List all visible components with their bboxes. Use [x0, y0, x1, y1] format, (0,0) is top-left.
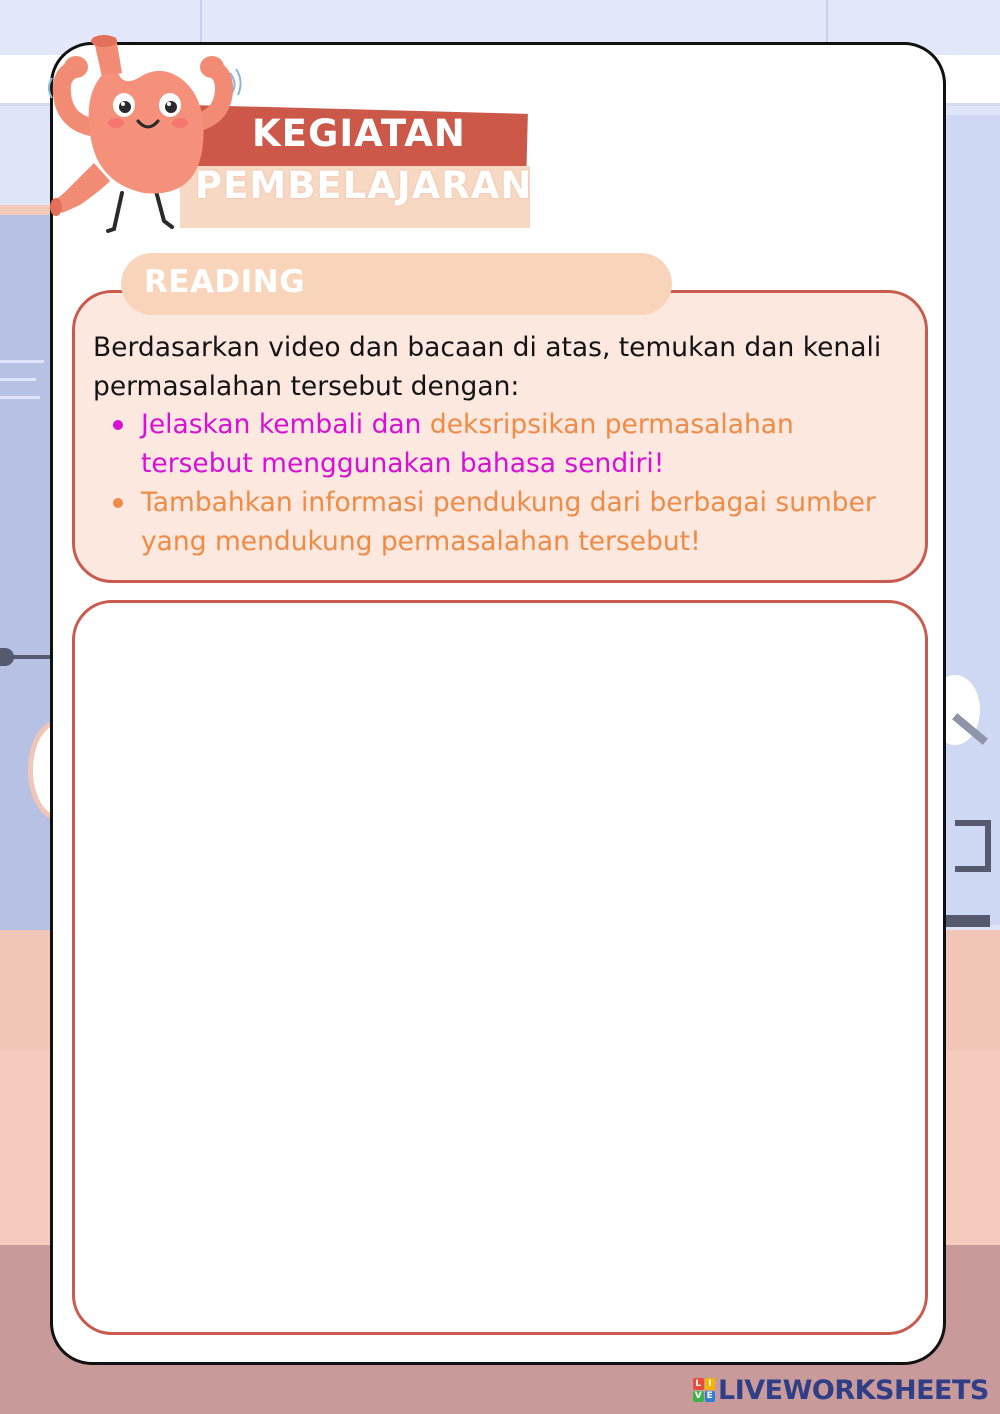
- bullet-dot: [113, 498, 123, 508]
- logo-letter: V: [694, 1391, 702, 1402]
- instruction-text: Berdasarkan video dan bacaan di atas, temukan dan kenali permasalahan tersebut dengan:: [93, 332, 882, 402]
- logo-letter: I: [705, 1378, 716, 1390]
- list-item: [110, 483, 910, 561]
- background-window-right: [945, 115, 1000, 925]
- logo-letter: E: [705, 1391, 716, 1403]
- bullet-1-part-2: deksripsikan permasalahan: [429, 409, 794, 440]
- background-line: [0, 360, 44, 363]
- title-line-2: PEMBELAJARAN: [195, 164, 533, 207]
- bullet-dot: [113, 420, 123, 430]
- watermark[interactable]: [693, 1374, 989, 1406]
- stomach-mascot-icon: [44, 33, 244, 238]
- title-line-1: KEGIATAN: [252, 112, 466, 155]
- background-line: [0, 378, 36, 381]
- answer-textbox[interactable]: [72, 600, 928, 1335]
- bullet-1-part-3: tersebut menggunakan bahasa sendiri!: [141, 448, 665, 479]
- background-stand-base: [945, 915, 990, 927]
- instruction-list: [110, 405, 910, 561]
- liveworksheets-logo-icon: [693, 1378, 715, 1402]
- background-stand: [955, 820, 991, 872]
- logo-letter: L: [693, 1378, 704, 1390]
- bullet-2-text: Tambahkan informasi pendukung dari berbagai sumber yang mendukung permasalahan tersebut!: [141, 487, 876, 557]
- reading-tab-label: READING: [144, 264, 306, 300]
- bullet-1-part-1: Jelaskan kembali dan: [141, 409, 430, 440]
- background-line: [0, 396, 40, 399]
- watermark-text: LIVEWORKSHEETS: [718, 1374, 989, 1406]
- list-item: [110, 405, 910, 483]
